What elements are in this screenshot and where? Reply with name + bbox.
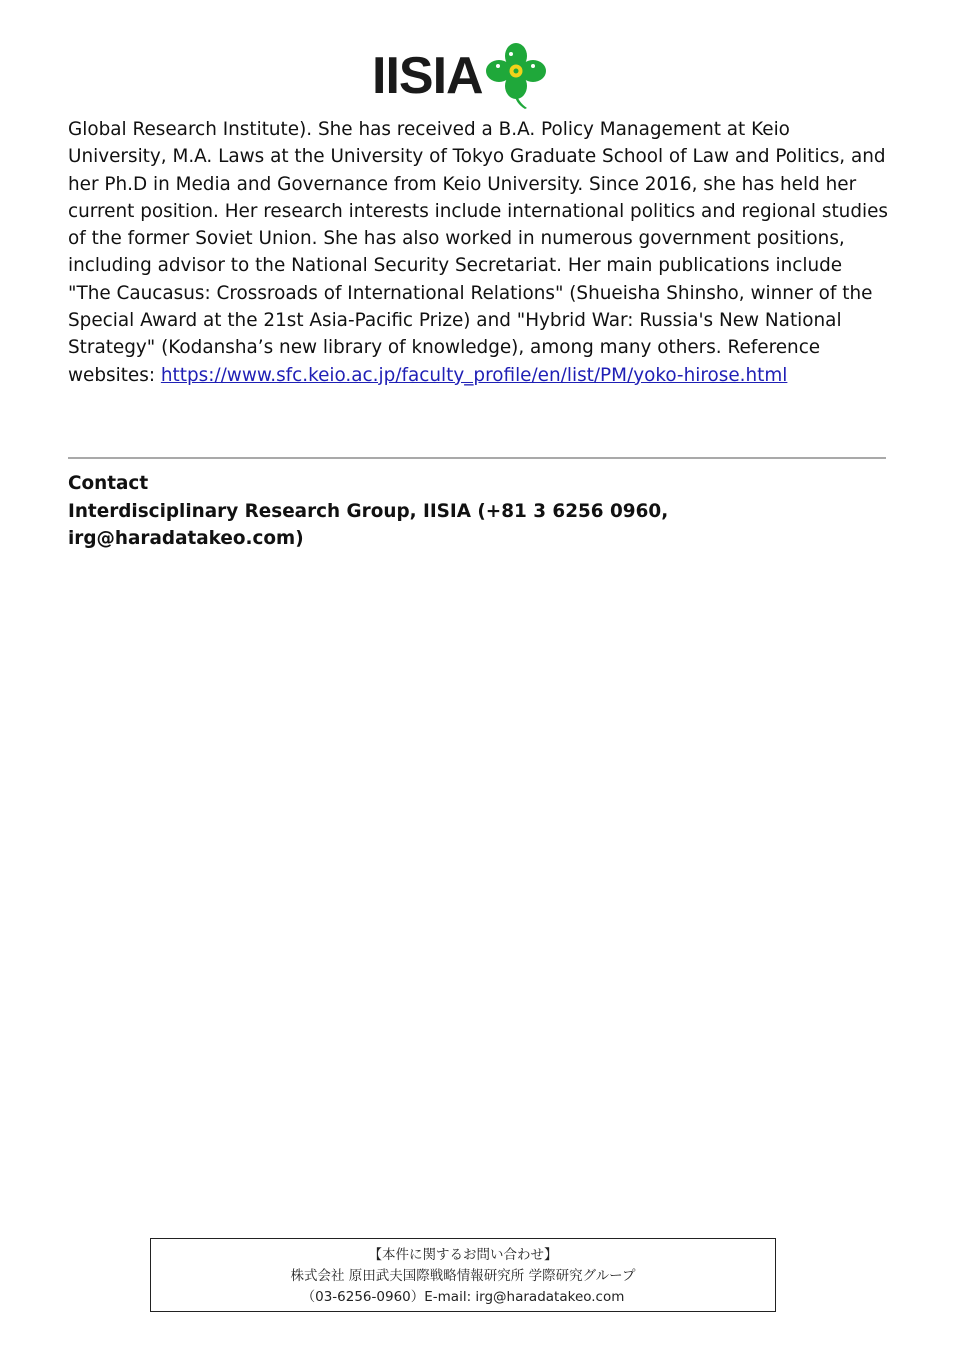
contact-heading: Contact: [68, 473, 149, 494]
reference-label: Reference websites:: [68, 337, 821, 386]
logo-text: IISIA: [372, 47, 483, 105]
section-divider: [68, 457, 886, 459]
biography-text: Global Research Institute). She has received a B.A. Policy Management at Keio University, M.A. Laws at the University of Tokyo Graduate School of Law and Politics, and her Ph.D in Media and Governance from Keio University. Since 2016, she has held her current position. Her research interests include international politics and regional studies of the former Soviet Union. She has also worked in numerous government positions, including advisor to the National Security Secretariat. Her main publications include "The Caucasus: Crossroads of International Relations" (Shueisha Shinsho, winner of the Special Award at the 21st Asia-Pacific Prize) and "Hybrid War: Russia's New National Strategy" (Kodansha’s new library of knowledge), among many others.: [68, 119, 889, 359]
footer-line-3: （03-6256-0960）E-mail: irg@haradatakeo.com: [301, 1289, 625, 1305]
contact-section: [68, 470, 888, 553]
biography-paragraph: [68, 116, 888, 389]
contact-line-2: irg@haradatakeo.com): [68, 528, 304, 549]
reference-link[interactable]: https://www.sfc.keio.ac.jp/faculty_profile/en/list/PM/yoko-hirose.html: [160, 364, 788, 386]
footer-inquiry-box: [150, 1238, 776, 1312]
footer-line-1: 【本件に関するお問い合わせ】: [368, 1247, 558, 1263]
iisia-logo: [372, 42, 547, 110]
contact-line-1: Interdisciplinary Research Group, IISIA (+81 3 6256 0960,: [68, 500, 669, 522]
footer-line-2: 株式会社 原田武夫国際戦略情報研究所 学際研究グループ: [290, 1268, 636, 1284]
clover-icon: [485, 42, 547, 110]
